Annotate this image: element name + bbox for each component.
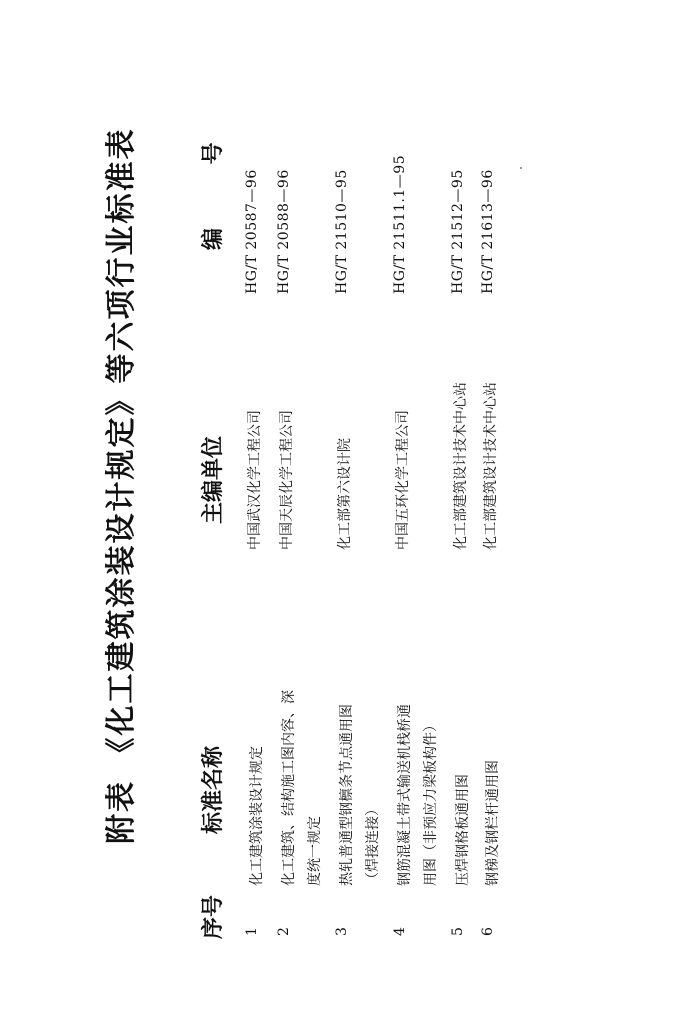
row-code: HG/T 21613—96	[480, 169, 496, 294]
row-seq: 6	[480, 927, 496, 936]
header-standard-name: 标准名称	[201, 745, 226, 834]
row-name: 钢筋混凝土带式输送机栈桥通 用图（非预应力梁板构件）	[397, 704, 439, 886]
row-unit: 中国天辰化学工程公司	[279, 410, 295, 550]
row-unit: 化工部建筑设计技术中心站	[483, 382, 499, 550]
row-name: 压焊钢格板通用图	[455, 774, 471, 886]
row-unit: 化工部第六设计院	[337, 438, 353, 550]
document-title: 附表 《化工建筑涂装设计规定》等六项行业标准表	[104, 127, 139, 844]
header-seq: 序号	[201, 894, 226, 939]
row-unit: 化工部建筑设计技术中心站	[453, 382, 469, 550]
row-name: 钢梯及钢栏杆通用图	[485, 760, 501, 886]
header-code: 编 号	[201, 114, 226, 250]
row-code: HG/T 21510—95	[334, 169, 350, 294]
row-code: HG/T 20588—96	[276, 169, 292, 294]
row-name: 热轧普通型钢檩条节点通用图 （焊接连接）	[339, 704, 381, 886]
row-code: HG/T 21512—95	[450, 169, 466, 294]
row-name: 化工建筑涂装设计规定	[249, 746, 265, 886]
scan-speck	[520, 167, 522, 169]
row-code: HG/T 20587—96	[244, 169, 260, 294]
row-unit: 中国五环化学工程公司	[395, 410, 411, 550]
header-editor-unit: 主编单位	[201, 435, 226, 524]
row-name: 化工建筑、结构施工图内容、深 度统一规定	[281, 690, 323, 886]
row-unit: 中国武汉化学工程公司	[247, 410, 263, 550]
row-code: HG/T 21511.1—95	[392, 154, 408, 294]
row-seq: 4	[392, 927, 408, 936]
row-seq: 5	[450, 927, 466, 936]
row-seq: 2	[276, 927, 292, 936]
row-seq: 1	[244, 927, 260, 936]
row-seq: 3	[334, 927, 350, 936]
